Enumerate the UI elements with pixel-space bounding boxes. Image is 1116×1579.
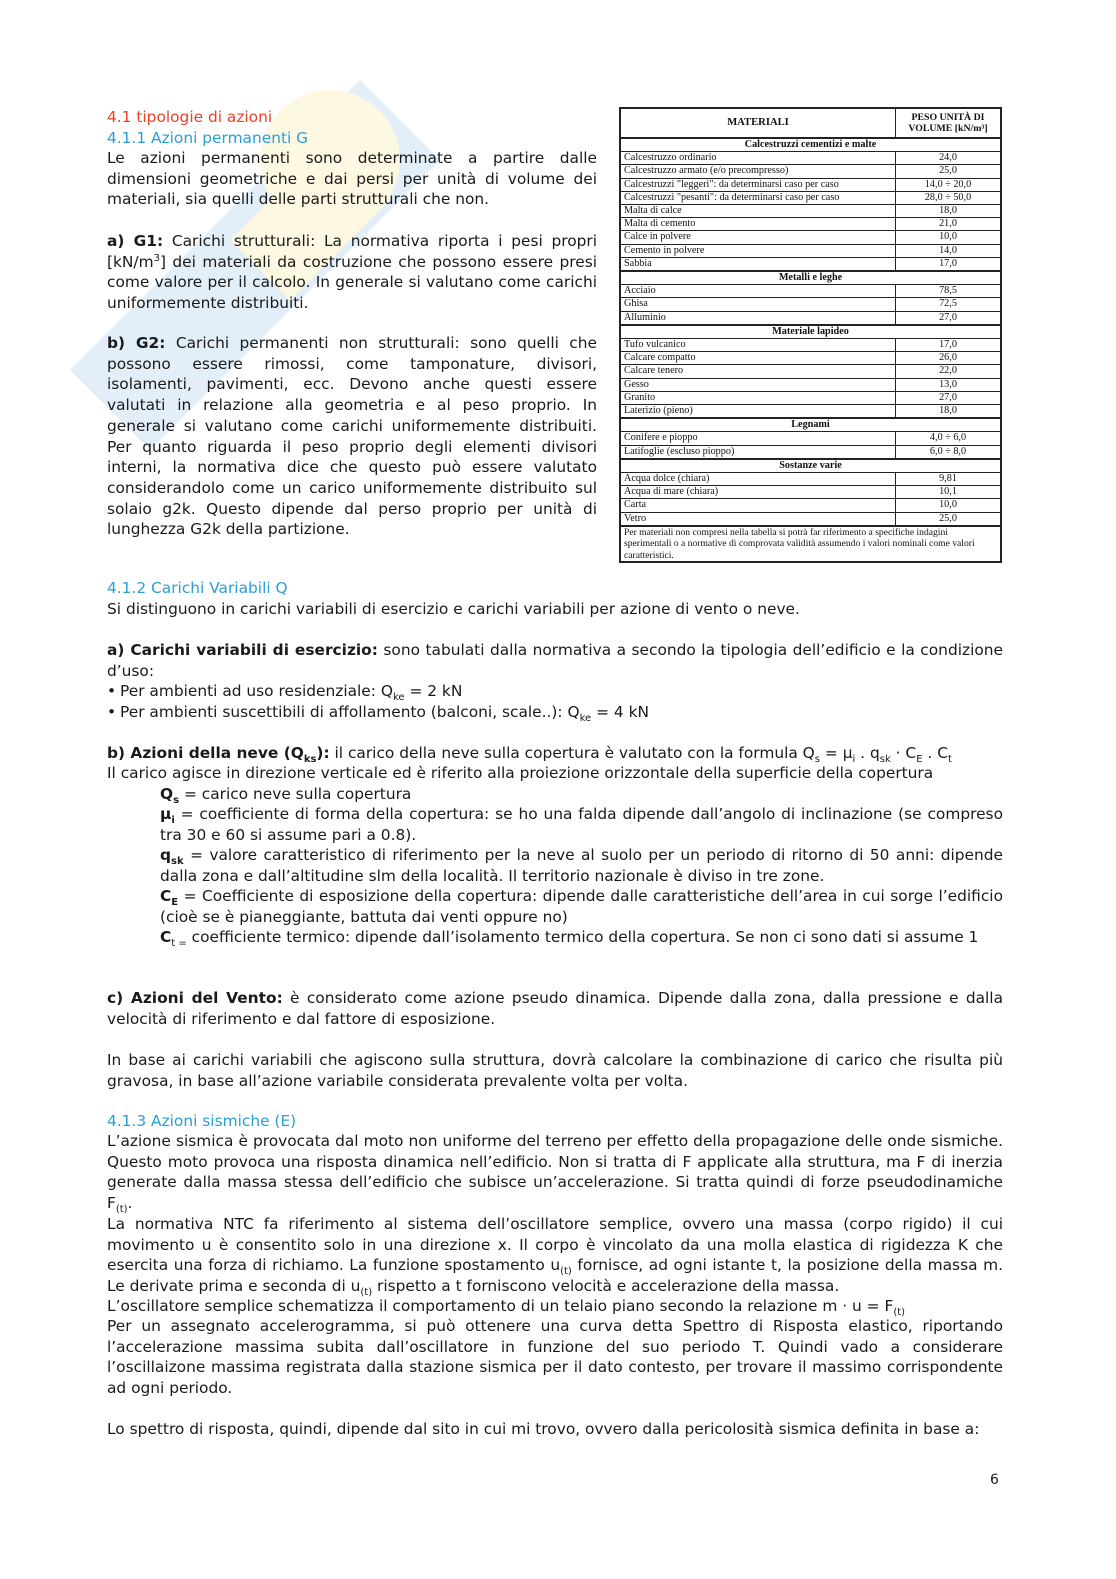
table-row: [620, 152, 1001, 165]
material-name: Acqua dolce (chiara): [620, 473, 896, 486]
table-row: [620, 165, 1001, 178]
table-row: [620, 499, 1001, 512]
paragraph-g2: b) G2: Carichi permanenti non strutturali: sono quelli che possono essere rimossi, come tamponature, divisori, isolamenti, pavimenti, ecc. Devono anche questi essere valutati in relazione alla geometria e al peso proprio. In generale si valutano come carichi uniformemente distribuiti. Per quanto riguarda il peso proprio degli elementi divisori interni, la normativa dice che questo può essere valutato considerandolo come un carico uniformemente distribuito sul solaio g2k. Questo dipende dal perso proprio per unità di lunghezza G2k della partizione.: [107, 334, 597, 539]
table-header-weight: PESO UNITÀ DI VOLUME [kN/m³]: [896, 108, 1002, 138]
material-name: Acqua di mare (chiara): [620, 486, 896, 499]
table-row: [620, 285, 1001, 298]
table-row: [620, 298, 1001, 311]
material-weight: 24,0: [896, 152, 1002, 165]
material-weight: 10,0: [896, 231, 1002, 244]
table-row: [620, 257, 1001, 271]
table-row: [620, 191, 1001, 204]
material-weight: 17,0: [896, 257, 1002, 271]
def-ct: $C_{t =}$ coefficiente termico: dipende dall’isolamento termico della copertura. Se non ci sono dati si assume 1: [160, 928, 979, 950]
table-section-title: Sostanze varie: [620, 459, 1001, 473]
material-weight: 10,1: [896, 486, 1002, 499]
material-name: Calce in polvere: [620, 231, 896, 244]
material-weight: 10,0: [896, 499, 1002, 512]
subsection-title-411: 4.1.1 Azioni permanenti G: [107, 129, 309, 147]
paragraph-g1: a) G1: Carichi strutturali: La normativa riporta i pesi propri $[kN/m^3]$ dei materiali da costruzione che possono essere presi come valore per il calcolo. In generale si valutano come carichi uniformemente distribuiti.: [107, 232, 598, 313]
material-name: Calcestruzzo armato (e/o precompresso): [620, 165, 896, 178]
paragraph-variable-intro: Si distinguono in carichi variabili di esercizio e carichi variabili per azione di vento o neve.: [107, 600, 800, 618]
materials-weight-table: [619, 107, 1002, 563]
table-row: [620, 378, 1001, 391]
paragraph-sismica-1: L’azione sismica è provocata dal moto non uniforme del terreno per effetto della propagazione delle onde sismiche. Questo moto provoca una risposta dinamica nell’edificio. Non si tratta di F applicate alla struttura, ma F di inerzia generate dalla massa stessa dell’edificio che subisce un’accelerazione. Si tratta quindi di forze pseudodinamiche $F_{(t)}$.: [107, 1132, 1003, 1216]
material-name: Malta di cemento: [620, 218, 896, 231]
material-name: Vetro: [620, 512, 896, 526]
subsection-title-413: 4.1.3 Azioni sismiche (E): [107, 1112, 297, 1130]
material-name: Conifere e pioppo: [620, 432, 896, 445]
table-row: [620, 486, 1001, 499]
material-name: Tufo vulcanico: [620, 339, 896, 352]
paragraph-variable-esercizio: a) Carichi variabili di esercizio: sono tabulati dalla normativa a secondo la tipologia dell’edificio e la condizione d’uso:: [107, 641, 1003, 680]
material-weight: 18,0: [896, 405, 1002, 419]
material-name: Latifoglie (escluso pioppo): [620, 445, 896, 459]
material-name: Calcare tenero: [620, 365, 896, 378]
material-name: Carta: [620, 499, 896, 512]
bullet-residenziale: • Per ambienti ad uso residenziale: $Q_{ke} = 2$ kN: [107, 682, 463, 704]
paragraph-vento: c) Azioni del Vento: è considerato come azione pseudo dinamica. Dipende dalla zona, dalla pressione e dalla velocità di riferimento e dal fattore di esposizione.: [107, 989, 1004, 1028]
material-name: Malta di calce: [620, 205, 896, 218]
section-heading: 4.1 tipologie di azioni: [107, 108, 273, 126]
paragraph-sismica-4: Per un assegnato accelerogramma, si può ottenere una curva detta Spettro di Risposta elastico, riportando l’accelerazione massima subita dall’oscillatore in funzione del suo periodo T. Quindi vado a considerare l’oscillaizone massima registrata dalla stazione sismica per il dato contesto, per trovare il massimo corrispondente ad ogni periodo.: [107, 1317, 1003, 1398]
def-qs: $Q_s$ = carico neve sulla copertura: [160, 785, 412, 807]
material-weight: 18,0: [896, 205, 1002, 218]
material-weight: 27,0: [896, 391, 1002, 404]
table-header-materials: MATERIALI: [620, 108, 896, 138]
material-name: Cemento in polvere: [620, 244, 896, 257]
table-section-title: Materiale lapideo: [620, 325, 1001, 339]
material-name: Ghisa: [620, 298, 896, 311]
table-row: [620, 205, 1001, 218]
material-name: Calcestruzzi "pesanti": da determinarsi caso per caso: [620, 191, 896, 204]
material-weight: 4,0 ÷ 6,0: [896, 432, 1002, 445]
subsection-title-412: 4.1.2 Carichi Variabili Q: [107, 579, 288, 597]
table-note: Per materiali non compresi nella tabella si potrà far riferimento a specifiche indagini sperimentali o a normative di comprovata validità assumendo i valori nominali come valori caratteristici.: [620, 526, 1001, 563]
material-weight: 72,5: [896, 298, 1002, 311]
material-weight: 14,0: [896, 244, 1002, 257]
material-name: Acciaio: [620, 285, 896, 298]
table-row: [620, 432, 1001, 445]
def-mu: $\mu_i$ = coefficiente di forma della copertura: se ho una falda dipende dall’angolo di inclinazione (se compreso tra 30 e 60 si assume pari a 0.8).: [160, 805, 1003, 844]
material-weight: 17,0: [896, 339, 1002, 352]
table-section-title: Calcestruzzi cementizi e malte: [620, 138, 1001, 152]
paragraph-neve-direction: Il carico agisce in direzione verticale ed è riferito alla proiezione orizzontale della superficie della copertura: [107, 764, 934, 782]
def-ce: $C_E$ = Coefficiente di esposizione della copertura: dipende dalle caratteristiche dell’area in cui sorge l’edificio (cioè se è pianeggiante, battuta dai venti oppure no): [160, 887, 1003, 926]
table-row: [620, 218, 1001, 231]
material-name: Calcestruzzi "leggeri": da determinarsi caso per caso: [620, 178, 896, 191]
table-row: [620, 391, 1001, 404]
table-row: [620, 473, 1001, 486]
material-weight: 14,0 ÷ 20,0: [896, 178, 1002, 191]
material-weight: 9,81: [896, 473, 1002, 486]
table-row: [620, 512, 1001, 526]
material-name: Laterizio (pieno): [620, 405, 896, 419]
table-section-title: Metalli e leghe: [620, 271, 1001, 285]
material-name: Calcestruzzo ordinario: [620, 152, 896, 165]
material-weight: 78,5: [896, 285, 1002, 298]
page-number: 6: [990, 1472, 999, 1488]
material-weight: 28,0 ÷ 50,0: [896, 191, 1002, 204]
material-weight: 25,0: [896, 512, 1002, 526]
material-name: Gesso: [620, 378, 896, 391]
paragraph-combinazione: In base ai carichi variabili che agiscono sulla struttura, dovrà calcolare la combinazione di carico che risulta più gravosa, in base all’azione variabile considerata prevalente volta per volta.: [107, 1051, 1003, 1090]
table-row: [620, 311, 1001, 325]
material-weight: 27,0: [896, 311, 1002, 325]
table-row: [620, 405, 1001, 419]
material-weight: 22,0: [896, 365, 1002, 378]
material-name: Granito: [620, 391, 896, 404]
table-row: [620, 244, 1001, 257]
table-row: [620, 445, 1001, 459]
table-row: [620, 352, 1001, 365]
paragraph-sismica-3: L’oscillatore semplice schematizza il comportamento di un telaio piano secondo la relazione $m \cdot u = F_{(t)}$: [107, 1297, 906, 1319]
material-weight: 26,0: [896, 352, 1002, 365]
table-section-title: Legnami: [620, 418, 1001, 432]
paragraph-sismica-2: La normativa NTC fa riferimento al sistema dell’oscillatore semplice, ovvero una massa (corpo rigido) il cui movimento u è consentito solo in una direzione x. Il corpo è vincolato da una molla elastica di rigidezza K che esercita una forza di richiamo. La funzione spostamento $u_{(t)}$ fornisce, ad ogni istante t, la posizione della massa m. Le derivate prima e seconda di $u_{(t)}$ rispetto a t forniscono velocità e accelerazione della massa.: [107, 1215, 1003, 1299]
material-weight: 13,0: [896, 378, 1002, 391]
material-weight: 25,0: [896, 165, 1002, 178]
material-name: Sabbia: [620, 257, 896, 271]
material-weight: 6,0 ÷ 8,0: [896, 445, 1002, 459]
material-weight: 21,0: [896, 218, 1002, 231]
paragraph-intro-g: Le azioni permanenti sono determinate a partire dalle dimensioni geometriche e dai persi per unità di volume dei materiali, sia quelli delle parti strutturali che non.: [107, 149, 597, 209]
table-row: [620, 178, 1001, 191]
material-name: Alluminio: [620, 311, 896, 325]
paragraph-sismica-5: Lo spettro di risposta, quindi, dipende dal sito in cui mi trovo, ovvero dalla pericolosità sismica definita in base a:: [107, 1420, 980, 1438]
table-row: [620, 365, 1001, 378]
bullet-affollamento: • Per ambienti suscettibili di affollamento (balconi, scale..): $Q_{ke} = 4$ kN: [107, 703, 650, 725]
def-qsk: $q_{sk}$ = valore caratteristico di riferimento per la neve al suolo per un periodo di ritorno di 50 anni: dipende dalla zona e dall’altitudine slm della località. Il territorio nazionale è diviso in tre zone.: [160, 846, 1003, 885]
table-row: [620, 231, 1001, 244]
table-row: [620, 339, 1001, 352]
paragraph-neve: b) Azioni della neve $(Q_{ks})$: il carico della neve sulla copertura è valutato con la formula $Q_s = \mu_i$ . $q_{sk} \cdot C_E$ . $C_t$: [107, 744, 952, 766]
material-name: Calcare compatto: [620, 352, 896, 365]
